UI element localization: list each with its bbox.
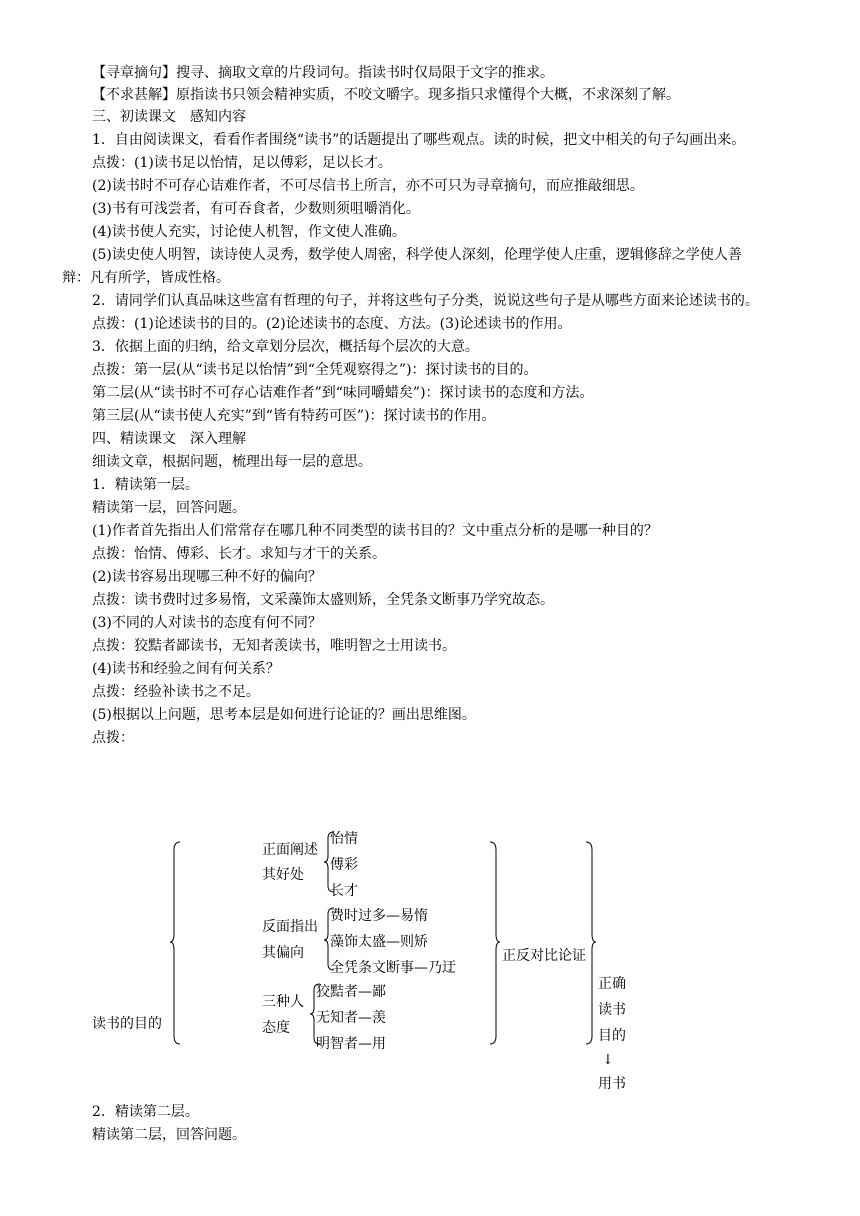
- paragraph: (4)读书和经验之间有何关系？: [92, 661, 280, 677]
- paragraph: (5)根据以上问题，思考本层是如何进行论证的？画出思维图。: [92, 707, 476, 723]
- section-heading: 三、初读课文 感知内容: [92, 109, 246, 125]
- diagram-root: 读书的目的: [92, 1016, 162, 1032]
- paragraph: 点拨：怡情、傅彩、长才。求知与才干的关系。: [92, 546, 386, 562]
- paragraph: 点拨：经验补读书之不足。: [92, 684, 260, 700]
- paragraph: 精读第二层，回答问题。: [92, 1127, 246, 1143]
- diagram-method: 正反对比论证: [502, 948, 586, 964]
- group1-title: 正面阐述: [262, 842, 318, 858]
- group2-title: 反面指出: [262, 919, 318, 935]
- left-brace-big: [170, 842, 180, 1044]
- paragraph: 点拨：读书费时过多易惰，文采藻饰太盛则矫，全凭条文断事乃学究故态。: [92, 592, 554, 608]
- paragraph: 2．请同学们认真品味这些富有哲理的句子，并将这些句子分类，说说这些句子是从哪些方面来论述读书的。: [92, 293, 759, 309]
- group1-title: 其好处: [262, 867, 304, 883]
- paragraph: 2．精读第二层。: [92, 1104, 199, 1120]
- right-brace-conclusion: [586, 842, 596, 1044]
- paragraph: (2)读书时不可存心诘难作者，不可尽信书上所言，亦不可只为寻章摘句，而应推敲细思。: [92, 178, 644, 194]
- paragraph: 第三层(从“读书使人充实”到“皆有特药可医”)：探讨读书的作用。: [92, 408, 496, 424]
- paragraph: 细读文章，根据问题，梳理出每一层的意思。: [92, 454, 372, 470]
- paragraph: 1．精读第一层。: [92, 477, 199, 493]
- group1-item: 傅彩: [330, 857, 358, 873]
- paragraph: 点拨：狡黠者鄙读书，无知者羡读书，唯明智之士用读书。: [92, 638, 456, 654]
- right-brace-method: [490, 842, 500, 1044]
- group1-item: 怡情: [330, 831, 358, 847]
- paragraph: 点拨：: [92, 730, 134, 746]
- group3-title: 态度: [262, 1020, 290, 1036]
- paragraph: (4)读书使人充实，讨论使人机智，作文使人准确。: [92, 224, 406, 240]
- section-heading: 四、精读课文 深入理解: [92, 431, 246, 447]
- diagram-conclusion: 目的: [598, 1028, 626, 1044]
- paragraph: 【寻章摘句】搜寻、摘取文章的片段词句。指读书时仅局限于文字的推求。: [92, 65, 554, 81]
- paragraph: 3．依据上面的归纳，给文章划分层次，概括每个层次的大意。: [92, 339, 479, 355]
- paragraph: (3)书有可浅尝者，有可吞食者，少数则须咀嚼消化。: [92, 201, 420, 217]
- paragraph: 点拨：(1)论述读书的目的。(2)论述读书的态度、方法。(3)论述读书的作用。: [92, 316, 572, 332]
- group3-item: 明智者—用: [316, 1036, 386, 1052]
- diagram-result: 用书: [598, 1076, 626, 1092]
- diagram-conclusion: 正确: [598, 976, 626, 992]
- group2-title: 其偏向: [262, 945, 304, 961]
- group2-item: 藻饰太盛—则矫: [330, 934, 428, 950]
- diagram-conclusion: 读书: [598, 1002, 626, 1018]
- group2-item: 费时过多—易惰: [330, 908, 428, 924]
- paragraph: 点拨：第一层(从“读书足以怡情”到“全凭观察得之”)：探讨读书的目的。: [92, 362, 538, 378]
- paragraph: 【不求甚解】原指读书只领会精神实质，不咬文嚼字。现多指只求懂得个大概，不求深刻了解。: [92, 87, 680, 103]
- group3-item: 无知者—羡: [316, 1010, 386, 1026]
- paragraph: 点拨：(1)读书足以怡情，足以傅彩，足以长才。: [92, 155, 392, 171]
- paragraph: 辩：凡有所学，皆成性格。: [62, 270, 230, 286]
- paragraph: 1．自由阅读课文，看看作者围绕“读书”的话题提出了哪些观点。读的时候，把文中相关的句子勾画出来。: [92, 132, 746, 148]
- paragraph: (3)不同的人对读书的态度有何不同？: [92, 615, 322, 631]
- group3-title: 三种人: [262, 994, 304, 1010]
- down-arrow-icon: ↓: [602, 1052, 614, 1068]
- paragraph: 精读第一层，回答问题。: [92, 500, 246, 516]
- paragraph: (5)读史使人明智，读诗使人灵秀，数学使人周密，科学使人深刻，伦理学使人庄重，逻辑修辞之学使人善: [92, 247, 742, 263]
- group1-item: 长才: [330, 883, 358, 899]
- group2-item: 全凭条文断事—乃迂: [330, 960, 456, 976]
- paragraph: (1)作者首先指出人们常常存在哪几种不同类型的读书目的？文中重点分析的是哪一种目的？: [92, 523, 658, 539]
- group3-item: 狡黠者—鄙: [316, 984, 386, 1000]
- paragraph: (2)读书容易出现哪三种不好的偏向？: [92, 569, 322, 585]
- paragraph: 第二层(从“读书时不可存心诘难作者”到“味同嚼蜡矣”)：探讨读书的态度和方法。: [92, 385, 594, 401]
